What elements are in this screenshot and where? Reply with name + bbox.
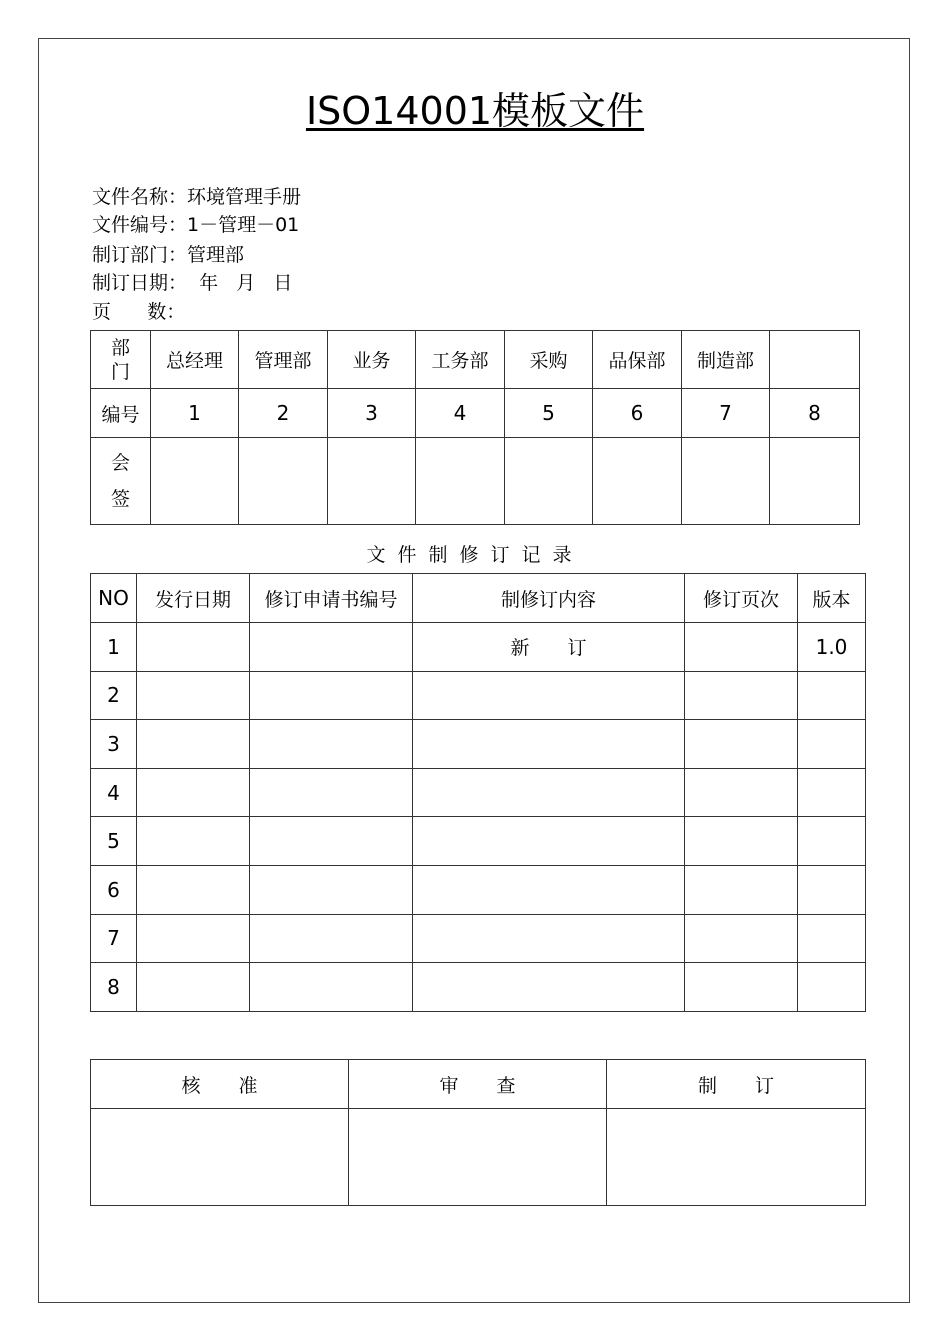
record-issue-date[interactable] [137,671,250,720]
approve-header: 核 准 [91,1060,349,1109]
record-request-no[interactable] [250,963,413,1012]
record-pages[interactable] [685,865,798,914]
record-pages[interactable] [685,720,798,769]
signature-row [91,438,860,525]
approve-sign-cell[interactable] [91,1109,349,1206]
record-issue-date[interactable] [137,623,250,672]
record-row [91,671,866,720]
record-version[interactable]: 1.0 [798,623,866,672]
dept-cell: 制造部 [682,331,770,389]
signature-cell[interactable] [151,438,239,525]
record-no: 6 [91,865,137,914]
record-content[interactable] [413,768,685,817]
record-body [91,623,866,1012]
record-request-no[interactable] [250,817,413,866]
record-row [91,963,866,1012]
dept-label-2: 门 [110,360,130,383]
record-content[interactable]: 新 订 [413,623,685,672]
record-issue-date[interactable] [137,720,250,769]
page-title: ISO14001模板文件 [305,89,645,133]
record-request-no[interactable] [250,865,413,914]
record-row [91,623,866,672]
dept-cell: 总经理 [151,331,239,389]
record-version[interactable] [798,817,866,866]
dept-label-1: 部 [110,336,130,359]
sign-label-1: 会 [110,452,130,474]
file-name-line: 文件名称：环境管理手册 [92,186,302,208]
record-no: 5 [91,817,137,866]
record-no: 8 [91,963,137,1012]
number-cell: 7 [682,389,770,438]
record-content[interactable] [413,865,685,914]
signature-cell[interactable] [328,438,416,525]
record-request-no[interactable] [250,720,413,769]
header-issue-date: 发行日期 [137,574,250,623]
signature-cell[interactable] [593,438,682,525]
department-line: 制订部门：管理部 [92,244,245,266]
record-version[interactable] [798,963,866,1012]
approval-table [90,1059,866,1206]
record-pages[interactable] [685,817,798,866]
record-pages[interactable] [685,768,798,817]
record-no: 1 [91,623,137,672]
record-request-no[interactable] [250,768,413,817]
pages-line: 页 数： [92,301,186,323]
record-no: 4 [91,768,137,817]
record-issue-date[interactable] [137,817,250,866]
number-cell: 3 [328,389,416,438]
record-pages[interactable] [685,914,798,963]
department-table [90,330,860,525]
dept-cell: 采购 [505,331,593,389]
date-line: 制订日期： 年 月 日 [92,272,293,294]
signature-cell[interactable] [682,438,770,525]
record-content[interactable] [413,671,685,720]
dept-cell: 业务 [328,331,416,389]
signature-cell[interactable] [770,438,860,525]
record-version[interactable] [798,914,866,963]
revision-record-title: 文件制修订记录 [366,544,584,566]
record-content[interactable] [413,720,685,769]
sign-label-2: 签 [110,488,130,510]
record-content[interactable] [413,817,685,866]
dept-cell: 工务部 [416,331,505,389]
record-content[interactable] [413,963,685,1012]
record-pages[interactable] [685,623,798,672]
review-header: 审 查 [349,1060,607,1109]
dept-cell: 品保部 [593,331,682,389]
sign-label-cell [91,438,151,525]
record-row [91,720,866,769]
record-no: 2 [91,671,137,720]
approval-sign-row [91,1109,866,1206]
record-version[interactable] [798,720,866,769]
record-row [91,817,866,866]
dept-label-cell [91,331,151,389]
header-no: NO [91,574,137,623]
number-row [91,389,860,438]
number-cell: 5 [505,389,593,438]
department-row [91,331,860,389]
dept-cell [770,331,860,389]
number-cell: 2 [239,389,328,438]
dept-cell: 管理部 [239,331,328,389]
record-pages[interactable] [685,963,798,1012]
header-request-no: 修订申请书编号 [250,574,413,623]
record-no: 3 [91,720,137,769]
approval-header-row [91,1060,866,1109]
record-request-no[interactable] [250,914,413,963]
record-row [91,914,866,963]
header-pages: 修订页次 [685,574,798,623]
record-row [91,768,866,817]
prepare-sign-cell[interactable] [607,1109,866,1206]
record-version[interactable] [798,768,866,817]
record-issue-date[interactable] [137,914,250,963]
prepare-header: 制 订 [607,1060,866,1109]
record-version[interactable] [798,671,866,720]
record-request-no[interactable] [250,671,413,720]
record-header-row [91,574,866,623]
record-issue-date[interactable] [137,963,250,1012]
number-label-cell: 编号 [91,389,151,438]
number-cell: 6 [593,389,682,438]
signature-cell[interactable] [239,438,328,525]
record-pages[interactable] [685,671,798,720]
record-no: 7 [91,914,137,963]
number-cell: 4 [416,389,505,438]
signature-cell[interactable] [416,438,505,525]
header-version: 版本 [798,574,866,623]
record-content[interactable] [413,914,685,963]
record-request-no[interactable] [250,623,413,672]
number-cell: 1 [151,389,239,438]
record-issue-date[interactable] [137,865,250,914]
file-number-line: 文件编号：1－管理－01 [92,214,300,236]
number-cell: 8 [770,389,860,438]
review-sign-cell[interactable] [349,1109,607,1206]
header-content: 制修订内容 [413,574,685,623]
revision-record-table [90,573,866,1012]
record-row [91,865,866,914]
signature-cell[interactable] [505,438,593,525]
record-version[interactable] [798,865,866,914]
record-issue-date[interactable] [137,768,250,817]
